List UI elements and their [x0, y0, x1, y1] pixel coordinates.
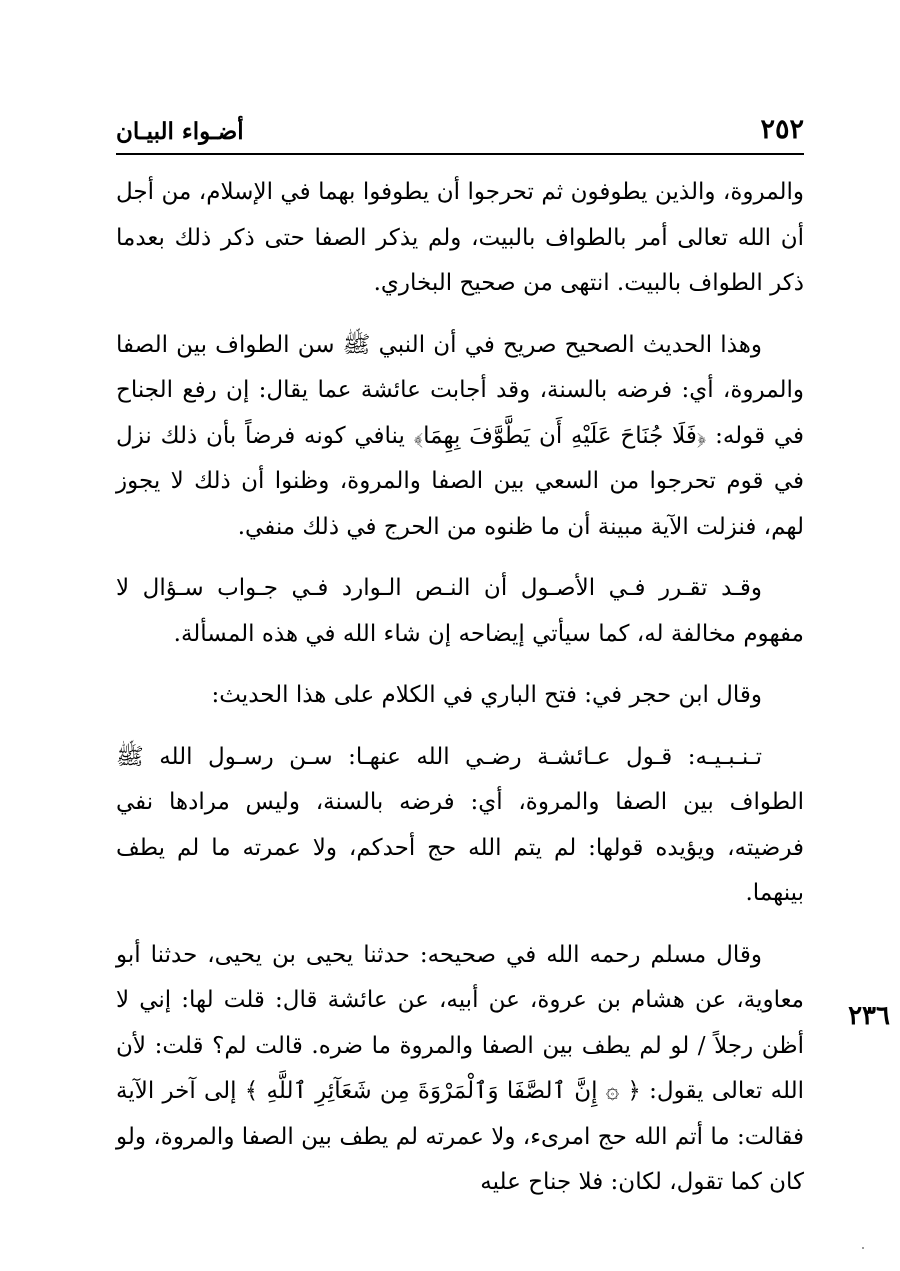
paragraph-2: وهذا الحديث الصحيح صريح في أن النبي ﷺ سن الطواف بين الصفا والمروة، أي: فرضه بالسنة، وقد أجابت عائشة عما يقال: إن رفع الجناح في قوله: ﴿فَلَا جُنَاحَ عَلَيْهِ أَن يَطَّوَّفَ بِهِمَا﴾ ينافي كونه فرضاً بأن ذلك نزل في قوم تحرجوا من السعي بين الصفا والمروة، وظنوا أن ذلك لا يجوز لهم، فنزلت الآية مبينة أن ما ظنوه من الحرج في ذلك منفي. — [116, 331, 804, 540]
body-text — [116, 170, 804, 1206]
paragraph-3: وقـد تقـرر فـي الأصـول أن النـص الـوارد فـي جـواب سـؤال لا مفهوم مخالفة له، كما سيأتي إيضاحه إن شاء الله في هذه المسألة. — [116, 575, 804, 647]
page-number: ٢٥٢ — [760, 114, 804, 145]
paragraph-5: تـنـبـيـه: قـول عـائشـة رضـي الله عنهـا: سـن رسـول الله ﷺ الطواف بين الصفا والمروة، أي: فرضه بالسنة، وليس مرادها نفي فرضيته، ويؤيده قولها: لم يتم الله حج أحدكم، ولا عمرته ما لم يطف بينهما. — [116, 743, 804, 906]
page-header — [116, 110, 804, 152]
running-head: أضـواء البيـان — [116, 118, 244, 145]
paragraph-6: وقال مسلم رحمه الله في صحيحه: حدثنا يحيى بن يحيى، حدثنا أبو معاوية، عن هشام بن عروة، عن أبيه، عن عائشة قال: قلت لها: إني لا أظن رجلاً / لو لم يطف بين الصفا والمروة ما ضره. قالت لم؟ قلت: لأن الله تعالى يقول: ﴿ ۞ إِنَّ ٱلصَّفَا وَٱلْمَرْوَةَ مِن شَعَآئِرِ ٱللَّهِ ﴾ إلى آخر الآية فقالت: ما أتم الله حج امرىء، ولا عمرته لم يطف بين الصفا والمروة، ولو كان كما تقول، لكان: فلا جناح عليه — [116, 941, 804, 1195]
scan-speck — [862, 1247, 864, 1249]
paragraph-4: وقال ابن حجر في: فتح الباري في الكلام على هذا الحديث: — [211, 682, 762, 708]
margin-page-reference: ٢٣٦ — [848, 1001, 890, 1031]
header-rule — [116, 153, 804, 155]
paragraph-1: والمروة، والذين يطوفون ثم تحرجوا أن يطوفوا بهما في الإسلام، من أجل أن الله تعالى أمر بالطواف بالبيت، ولم يذكر الصفا حتى ذكر ذلك بعدما ذكر الطواف بالبيت. انتهى من صحيح البخاري. — [116, 179, 804, 296]
